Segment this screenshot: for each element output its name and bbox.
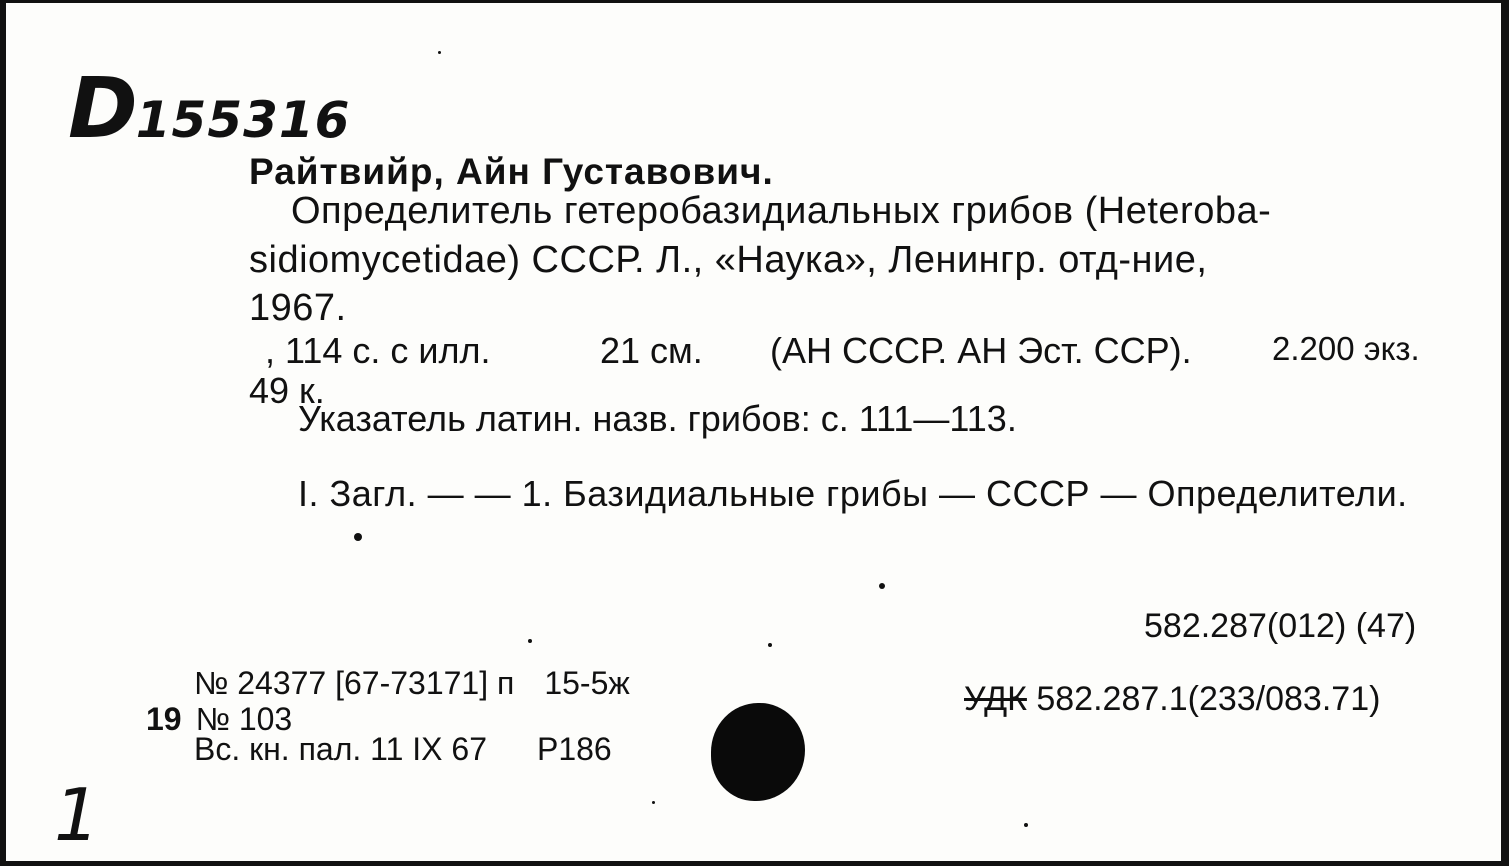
call-number-letter: D: [68, 59, 136, 157]
registration-line-3: [194, 731, 612, 768]
title-line-3: 1967.: [249, 287, 347, 329]
series-info: (АН СССР. АН Эст. ССР).: [770, 330, 1192, 371]
handwritten-mark: 1: [54, 773, 100, 857]
price: 49 к.: [249, 370, 325, 411]
ink-speck: [1024, 823, 1028, 827]
udc-number: [964, 680, 1380, 719]
subject-headings: I. Загл. — — 1. Базидиальные грибы — СССР — Определители.: [298, 473, 1408, 514]
udc-label: УДК: [964, 680, 1027, 718]
registration-line-1: [194, 665, 630, 702]
registration-card-number: № 103: [195, 701, 293, 737]
author-heading: Райтвийр, Айн Густавович.: [249, 151, 774, 192]
chamber-code: Р186: [536, 731, 612, 767]
registration-number: № 24377 [67-73171] п: [194, 665, 515, 701]
punch-hole: [711, 703, 805, 801]
ink-speck: [528, 639, 532, 643]
title-line-2: sidiomycetidae) СССР. Л., «Наука», Ленингр. отд-ние,: [249, 239, 1208, 281]
index-note: Указатель латин. назв. грибов: с. 111—113.: [298, 398, 1017, 439]
pages-info: , 114 с. с илл.: [265, 330, 491, 371]
ink-speck: [354, 533, 362, 541]
ink-speck: [768, 643, 772, 647]
call-number: [68, 59, 350, 157]
call-number-digits: 155316: [135, 91, 351, 149]
udc-value: 582.287.1(233/083.71): [1036, 680, 1381, 718]
registration-year: 19: [146, 701, 182, 737]
collation-line: [265, 330, 1420, 374]
copies-info: 2.200 экз.: [1272, 330, 1420, 367]
classification-number: 582.287(012) (47): [1144, 607, 1417, 645]
print-code: 15-5ж: [544, 665, 630, 701]
ink-speck: [652, 801, 655, 804]
size-info: 21 см.: [600, 330, 703, 371]
ink-speck: [438, 51, 441, 54]
chamber-date: Вс. кн. пал. 11 IX 67: [194, 731, 487, 767]
ink-speck: [879, 583, 885, 589]
title-line-1: Определитель гетеробазидиальных грибов (Heterobа-: [291, 190, 1272, 232]
